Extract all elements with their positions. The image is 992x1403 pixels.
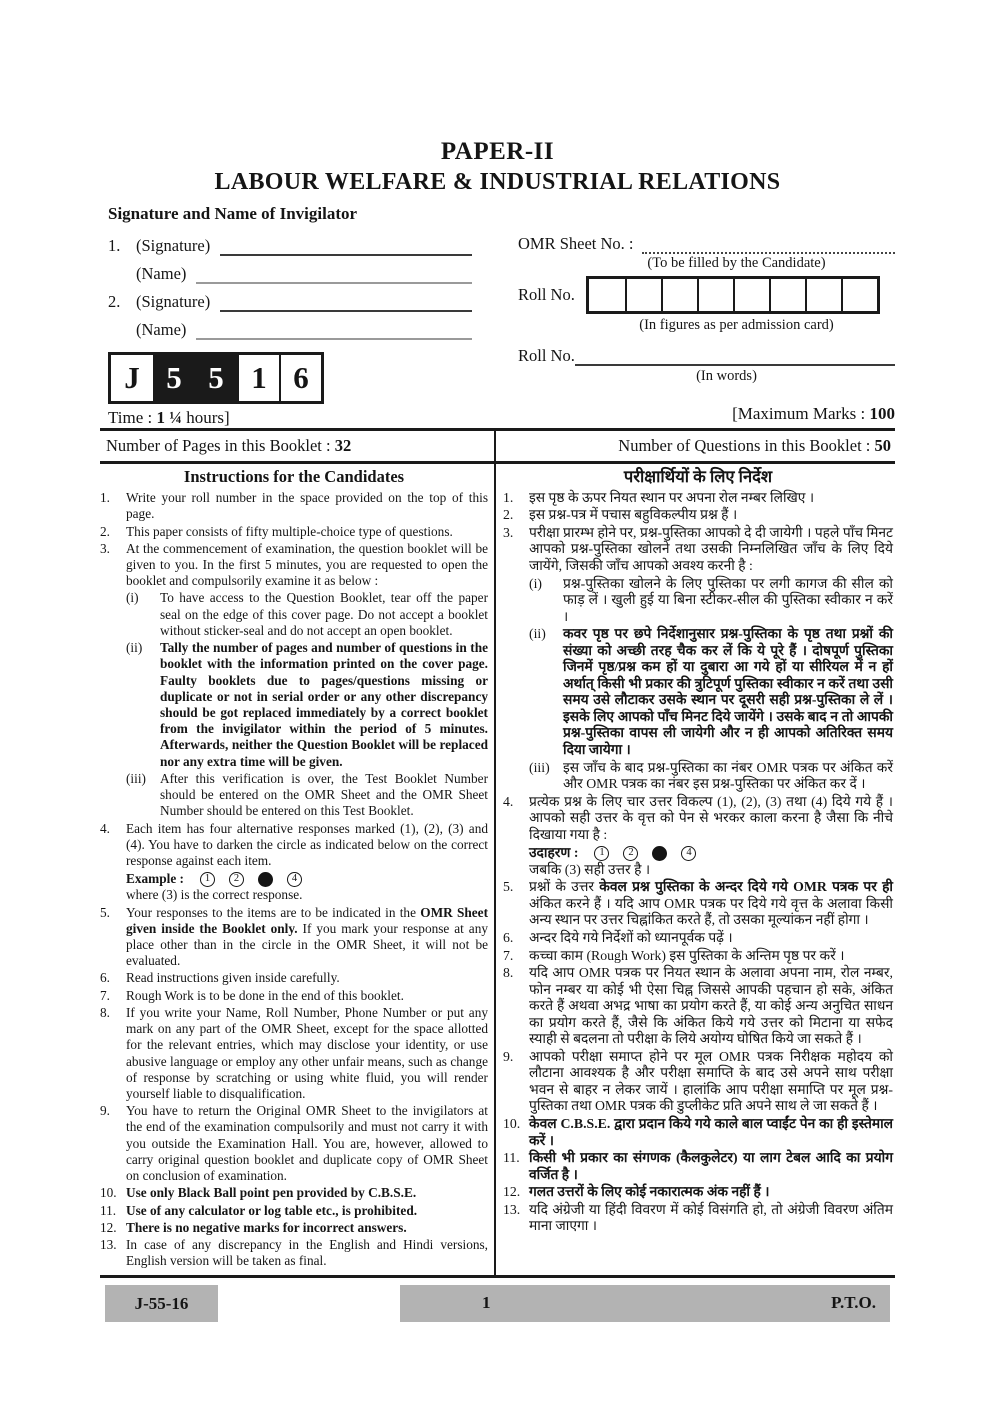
instruction-subitem <box>529 576 893 626</box>
instruction-item <box>503 507 893 524</box>
subitem-text: Tally the number of pages and number of questions in the booklet with the information printed on the cover page. Faulty booklets due to pages/questions missing or duplicate or not in serial order or any other discrepancy should be got replaced immediately by a correct booklet from the invigilator within the period of 5 minutes. Afterwards, neither the Question Booklet will be replaced nor any extra time will be given. <box>160 640 488 769</box>
instruction-subitem <box>126 590 488 639</box>
item-number: 12. <box>100 1219 117 1235</box>
omr-sheet-row <box>518 228 895 254</box>
item-text: प्रत्येक प्रश्न के लिए चार उत्तर विकल्प (1), (2), (3) तथा (4) दिये गये हैं । आपको सही उत्तर के वृत्त को पेन से भरकर काला करना है जैसा कि नीचे दिखाया गया है : <box>529 793 893 842</box>
example-note: where (3) is the correct response. <box>126 887 303 903</box>
item-number: 11. <box>503 1150 520 1166</box>
item-number: 7. <box>503 947 514 963</box>
item-number: 13. <box>503 1201 521 1217</box>
item-text: कच्चा काम (Rough Work) इस पुस्तिका के अन्तिम पृष्ठ पर करें । <box>529 947 845 963</box>
item-number: 8. <box>503 965 514 981</box>
omr-sheet-dotted-line <box>642 236 896 254</box>
subitem-text: इस जाँच के बाद प्रश्न-पुस्तिका का नंबर OMR पत्रक पर अंकित करें और OMR पत्रक का नंबर इस प्रश्न-पुस्तिका पर अंकित कर दें । <box>563 759 893 792</box>
item-number: 2. <box>100 523 110 539</box>
booklet-code-cell: J <box>111 355 153 401</box>
instruction-item <box>503 948 893 965</box>
answer-circle: 1 <box>594 846 609 861</box>
instruction-item <box>503 490 893 507</box>
item-number: 1. <box>100 490 110 506</box>
roll-digit-box <box>841 279 877 311</box>
instruction-item <box>503 879 893 929</box>
fill-in-line <box>220 236 472 256</box>
signature-block <box>100 228 500 428</box>
subject-title: LABOUR WELFARE & INDUSTRIAL RELATIONS <box>214 169 781 195</box>
fill-in-line <box>196 264 472 284</box>
instruction-item <box>100 1237 488 1269</box>
item-text: Rough Work is to be done in the end of this booklet. <box>126 987 404 1003</box>
item-text: यदि आप OMR पत्रक पर नियत स्थान के अलावा अपना नाम, रोल नम्बर, फोन नम्बर या कोई भी ऐसा चिह्न जिससे आपकी पहचान हो सके, अंकित करते हैं अथवा अभद्र भाषा का प्रयोग करते हैं, या कोई अन्य अनुचित साधन का प्रयोग करते हैं, जैसे कि अंकित किये गये उत्तर को मिटाना या सफेद स्याही से बदलना तो परीक्षा के लिये अयोग्य घोषित किये जा सकते हैं । <box>529 965 893 1047</box>
instruction-item <box>100 988 488 1004</box>
signature-row <box>108 284 500 312</box>
instruction-item <box>503 965 893 1048</box>
subitem-number: (iii) <box>126 770 146 786</box>
instruction-item <box>100 905 488 970</box>
subitem-number: (i) <box>126 590 139 606</box>
subitem-text: कवर पृष्ठ पर छपे निर्देशानुसार प्रश्न-पुस्तिका के पृष्ठ तथा प्रश्नों की संख्या को अच्छी तरह चैक कर लें कि ये पूरे हैं । दोषपूर्ण पुस्तिका जिनमें पृष्ठ/प्रश्न कम हों या दुबारा आ गये हों या सीरियल में न हों अर्थात् किसी भी प्रकार की त्रुटिपूर्ण पुस्तिका स्वीकार न करें तथा उसी समय उसे लौटाकर उसके स्थान पर दूसरी सही प्रश्न-पुस्तिका ले लें । इसके लिए आपको पाँच मिनट दिये जायेंगे । उसके बाद न तो आपकी प्रश्न-पुस्तिका वापस ली जायेगी और न ही आपको अतिरिक्त समय दिया जायेगा । <box>563 626 893 757</box>
row-number: 1. <box>108 236 121 255</box>
roll-digit-box <box>733 279 769 311</box>
candidate-block <box>500 228 895 428</box>
answer-circle: 2 <box>229 872 244 887</box>
instruction-item <box>503 930 893 947</box>
roll-digit-box <box>769 279 805 311</box>
item-number: 10. <box>503 1116 521 1132</box>
time-allowed: Time : 1 ¼ hours] <box>108 408 230 427</box>
item-text: In case of any discrepancy in the English and Hindi versions, English version will be taken as final. <box>126 1236 488 1269</box>
item-number: 7. <box>100 987 110 1003</box>
item-text: Read instructions given inside carefully. <box>126 970 340 986</box>
item-number: 11. <box>100 1202 117 1218</box>
roll-words-note: (In words) <box>696 368 757 384</box>
item-text: Write your roll number in the space provided on the top of this page. <box>126 490 488 522</box>
item-text: अन्दर दिये गये निर्देशों को ध्यानपूर्वक पढ़ें । <box>529 930 733 946</box>
roll-words-line <box>575 348 895 366</box>
answer-circle: 4 <box>287 872 302 887</box>
answer-circle: 4 <box>681 846 696 861</box>
instruction-item <box>503 794 893 844</box>
instructions-hindi-column <box>496 464 895 1275</box>
example-label: Example : <box>126 871 184 887</box>
booklet-code-cell: 5 <box>153 355 195 401</box>
instruction-item <box>100 1220 488 1236</box>
item-text: केवल C.B.S.E. द्वारा प्रदान किये गये काले बाल प्वाईंट पेन का ही इस्तेमाल करें । <box>529 1116 893 1148</box>
item-text: Your responses to the items are to be indicated in the OMR Sheet given inside the Booklet only. If you mark your response at any place other than in the circle in the OMR Sheet, it will not be evaluated. <box>126 904 488 969</box>
answer-example <box>529 845 893 862</box>
item-number: 9. <box>503 1048 514 1064</box>
page-number: 1 <box>482 1293 491 1313</box>
item-text: इस पृष्ठ के ऊपर नियत स्थान पर अपना रोल नम्बर लिखिए । <box>529 489 815 505</box>
footer-bar <box>400 1285 890 1322</box>
field-label: (Name) <box>136 320 187 339</box>
item-number: 3. <box>503 524 514 540</box>
example-label: उदाहरण : <box>529 845 579 861</box>
item-number: 2. <box>503 507 514 523</box>
instruction-item <box>100 541 488 590</box>
item-number: 6. <box>503 930 514 946</box>
booklet-code-box <box>108 352 500 404</box>
instruction-subitem <box>126 640 488 770</box>
instruction-item <box>100 1005 488 1102</box>
field-label: (Signature) <box>136 292 211 311</box>
item-text: Each item has four alternative responses marked (1), (2), (3) and (4). You have to darken the circle as indicated below on the correct response against each item. <box>126 820 488 868</box>
item-number: 5. <box>100 904 110 920</box>
answer-circle: 1 <box>200 872 215 887</box>
filled-answer-circle <box>652 846 667 861</box>
roll-figures-label: Roll No. <box>518 285 575 304</box>
item-number: 6. <box>100 970 110 986</box>
item-text: This paper consists of fifty multiple-choice type of questions. <box>126 523 453 539</box>
signature-row <box>108 228 500 256</box>
fill-in-line <box>220 292 472 312</box>
booklet-code-cell: 6 <box>279 355 321 401</box>
instruction-item <box>100 490 488 522</box>
signature-row <box>108 312 500 340</box>
field-label: (Name) <box>136 264 187 283</box>
item-number: 5. <box>503 879 514 895</box>
instruction-item <box>503 1116 893 1149</box>
item-number: 4. <box>503 793 514 809</box>
example-note: जबकि (3) सही उत्तर है । <box>529 861 651 877</box>
subitem-text: After this verification is over, the Test Booklet Number should be entered on the OMR Sheet and the OMR Sheet Number should be entered on this Test Booklet. <box>160 770 488 819</box>
instruction-item <box>503 1150 893 1183</box>
answer-circle: 2 <box>623 846 638 861</box>
instruction-item <box>100 1203 488 1219</box>
item-text: You have to return the Original OMR Sheet to the invigilators at the end of the examination compulsorily and must not carry it with you outside the Examination Hall. You are, however, allowed to carry original question booklet and duplicate copy of OMR Sheet on conclusion of examination. <box>126 1103 488 1184</box>
booklet-code-cell: 5 <box>195 355 237 401</box>
omr-sheet-label: OMR Sheet No. : <box>518 234 634 253</box>
item-text: Use only Black Ball point pen provided by C.B.S.E. <box>126 1185 417 1201</box>
item-number: 9. <box>100 1103 110 1119</box>
instruction-item <box>100 1185 488 1201</box>
item-text: Use of any calculator or log table etc., is prohibited. <box>126 1202 418 1218</box>
instruction-item <box>100 1103 488 1184</box>
booklet-counts-row <box>100 431 895 461</box>
signature-row <box>108 256 500 284</box>
pto-label: P.T.O. <box>831 1293 876 1313</box>
footer <box>100 1285 895 1323</box>
field-label: (Signature) <box>136 236 211 255</box>
item-number: 10. <box>100 1185 117 1201</box>
item-number: 8. <box>100 1004 110 1020</box>
item-text: There is no negative marks for incorrect answers. <box>126 1219 407 1235</box>
subitem-text: To have access to the Question Booklet, tear off the paper seal on the edge of this cover page. Do not accept a booklet without sticker-seal and do not accept an open booklet. <box>160 590 488 638</box>
item-text: किसी भी प्रकार का संगणक (कैलकुलेटर) या लाग टेबल आदि का प्रयोग वर्जित है । <box>529 1150 893 1182</box>
invigilator-heading: Signature and Name of Invigilator <box>108 204 358 223</box>
subitem-number: (iii) <box>529 759 550 775</box>
item-text: गलत उत्तरों के लिए कोई नकारात्मक अंक नहीं हैं । <box>529 1184 770 1200</box>
item-number: 12. <box>503 1184 521 1200</box>
paper-title: PAPER-II <box>440 138 555 165</box>
roll-figures-note: (In figures as per admission card) <box>639 317 834 333</box>
instruction-subitem <box>529 760 893 793</box>
roll-words-label: Roll No. <box>518 346 575 365</box>
roll-digit-box <box>589 279 625 311</box>
subitem-number: (i) <box>529 575 543 591</box>
maximum-marks: [Maximum Marks : 100 <box>732 404 895 423</box>
instructions-en-title: Instructions for the Candidates <box>183 467 405 486</box>
item-text: At the commencement of examination, the question booklet will be given to you. In the first 5 minutes, you are requested to open the booklet and compulsorily examine it as below : <box>126 540 488 589</box>
roll-number-boxes <box>586 276 880 314</box>
item-number: 13. <box>100 1236 117 1252</box>
item-number: 4. <box>100 820 110 836</box>
subitem-number: (ii) <box>529 626 546 642</box>
instruction-item <box>100 524 488 540</box>
row-number: 2. <box>108 292 121 311</box>
subitem-number: (ii) <box>126 640 143 656</box>
instruction-subitem <box>126 771 488 820</box>
instruction-subitem <box>529 626 893 758</box>
item-number: 3. <box>100 540 110 556</box>
roll-digit-box <box>805 279 841 311</box>
fill-in-line <box>196 320 472 340</box>
roll-digit-box <box>625 279 661 311</box>
instruction-item <box>503 525 893 575</box>
subitem-text: प्रश्न-पुस्तिका खोलने के लिए पुस्तिका पर लगी कागज की सील को फाड़ लें । खुली हुई या बिना स्टीकर-सील की पुस्तिका स्वीकार न करें । <box>563 575 893 624</box>
instruction-item <box>503 1202 893 1235</box>
answer-example <box>126 871 488 887</box>
filled-answer-circle <box>258 872 273 887</box>
questions-count: Number of Questions in this Booklet : 50 <box>618 436 891 455</box>
roll-number-figures-row <box>518 276 895 314</box>
item-text: If you write your Name, Roll Number, Phone Number or put any mark on any part of the OMR Sheet, except for the space allotted for the relevant entries, which may disclose your identity, or use abusive language or employ any other unfair means, such as change of response by scratching or using white fluid, you will render yourself liable to disqualification. <box>126 1004 488 1101</box>
item-text: प्रश्नों के उत्तर केवल प्रश्न पुस्तिका के अन्दर दिये गये OMR पत्रक पर ही अंकित करने हैं । यदि आप OMR पत्रक पर दिये गये वृत्त के अलावा किसी अन्य स्थान पर उत्तर चिह्नांकित करते हैं, तो उसका मूल्यांकन नहीं होगा । <box>529 879 893 928</box>
footer-paper-code: J-55-16 <box>105 1285 218 1322</box>
item-text: इस प्रश्न-पत्र में पचास बहुविकल्पीय प्रश्न हैं । <box>529 507 738 523</box>
instructions-english-column <box>100 464 494 1275</box>
roll-number-words-row <box>518 340 895 366</box>
item-number: 1. <box>503 489 514 505</box>
instructions-hi-title: परीक्षार्थियों के लिए निर्देश <box>623 467 773 486</box>
item-text: परीक्षा प्रारम्भ होने पर, प्रश्न-पुस्तिका आपको दे दी जायेगी । पहले पाँच मिनट आपको प्रश्न-पुस्तिका खोलने तथा उसकी निम्नलिखित जाँच के लिए दिये जायेंगे, जिसकी जाँच आपको अवश्य करनी है : <box>529 524 893 573</box>
instruction-item <box>100 970 488 986</box>
instruction-item <box>503 1184 893 1201</box>
omr-note: (To be filled by the Candidate) <box>647 255 826 271</box>
instruction-item <box>503 1049 893 1115</box>
roll-digit-box <box>697 279 733 311</box>
title-block <box>100 0 895 196</box>
item-text: यदि अंग्रेजी या हिंदी विवरण में कोई विसंगति हो, तो अंग्रेजी विवरण अंतिम माना जाएगा । <box>529 1201 893 1234</box>
roll-digit-box <box>661 279 697 311</box>
booklet-code-cell: 1 <box>237 355 279 401</box>
item-text: आपको परीक्षा समाप्त होने पर मूल OMR पत्रक निरीक्षक महोदय को लौटाना आवश्यक है और परीक्षा समाप्ति के बाद उसे अपने साथ परीक्षा भवन से बाहर न लेकर जायें । हालांकि आप परीक्षा समाप्ति पर मूल प्रश्न-पुस्तिका तथा OMR पत्रक की डुप्लीकेट प्रति अपने साथ ले जा सकते हैं । <box>529 1048 893 1114</box>
pages-count: Number of Pages in this Booklet : 32 <box>106 436 352 455</box>
rule-bottom <box>100 1275 895 1278</box>
instruction-item <box>100 821 488 870</box>
